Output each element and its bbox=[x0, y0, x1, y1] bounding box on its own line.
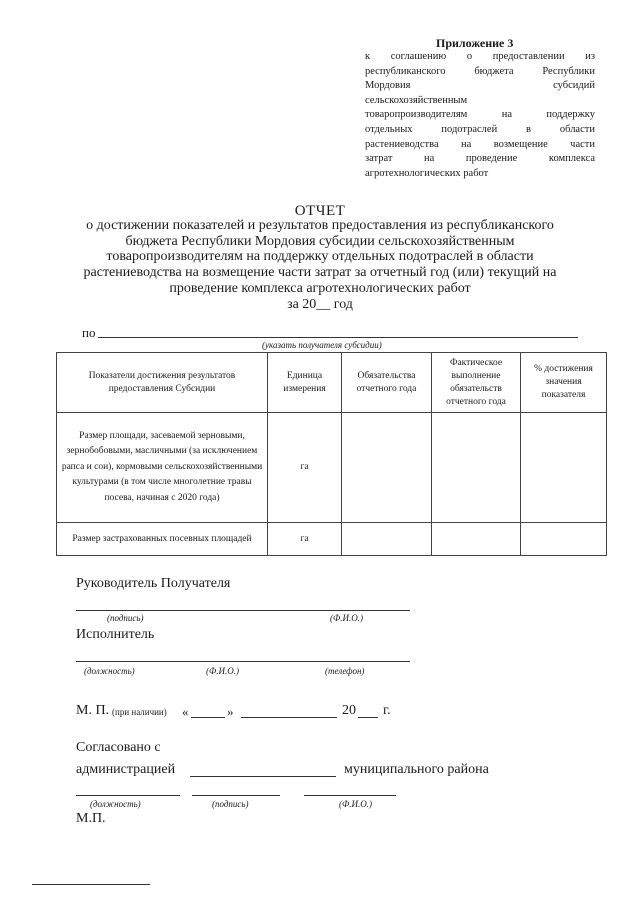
agreed-sign-line bbox=[192, 795, 280, 796]
head-label: Руководитель Получателя bbox=[76, 576, 231, 591]
word: соглашению bbox=[390, 51, 447, 62]
report-title: ОТЧЕТ bbox=[294, 203, 346, 219]
word: растениеводства bbox=[365, 138, 439, 150]
head-caption-sign: (подпись) bbox=[107, 613, 144, 623]
head-signature-line bbox=[76, 610, 410, 611]
header-actual: Фактическое выполнение обязательств отчетного года bbox=[432, 353, 521, 413]
word: на bbox=[501, 109, 512, 121]
appendix-line bbox=[365, 94, 595, 109]
word: агротехнологических работ bbox=[365, 167, 489, 179]
agreed-caption-sign: (подпись) bbox=[212, 799, 249, 809]
table-header-row bbox=[57, 353, 607, 413]
unit-cell: га bbox=[268, 413, 342, 523]
word: предоставлении bbox=[492, 51, 565, 62]
recipient-label: по bbox=[82, 325, 96, 340]
word: в bbox=[526, 123, 532, 135]
indicator-cell: Размер застрахованных посевных площадей bbox=[57, 523, 268, 556]
year-suffix: г. bbox=[383, 703, 391, 718]
final-stamp-label: М.П. bbox=[76, 811, 106, 826]
word: возмещение bbox=[493, 138, 548, 150]
percent-cell[interactable] bbox=[521, 413, 607, 523]
percent-cell[interactable] bbox=[521, 523, 607, 556]
indicators-table bbox=[56, 352, 607, 556]
word: затрат bbox=[365, 153, 393, 165]
header-unit: Единица измерения bbox=[268, 353, 342, 413]
word: Мордовия bbox=[365, 80, 411, 92]
appendix-body bbox=[365, 50, 595, 181]
table-row bbox=[57, 523, 607, 556]
admin-line bbox=[190, 776, 336, 777]
subtitle-line: о достижении показателей и результатов предоставления из республиканского bbox=[86, 218, 554, 233]
word: из bbox=[585, 51, 595, 62]
word: подотраслей bbox=[441, 123, 498, 135]
agreed-label: Согласовано с bbox=[76, 740, 161, 755]
stamp-note: (при наличии) bbox=[112, 707, 167, 717]
agreed-caption-position: (должность) bbox=[90, 799, 141, 809]
subtitle-line: бюджета Республики Мордовия субсидии сельскохозяйственным bbox=[125, 233, 515, 249]
recipient-line bbox=[98, 337, 578, 338]
word: поддержку bbox=[546, 109, 595, 121]
executor-caption-position: (должность) bbox=[84, 666, 135, 676]
appendix-line bbox=[365, 65, 595, 80]
subtitle-line: товаропроизводителям на поддержку отдельных подотраслей в области bbox=[106, 249, 534, 265]
district-label: муниципального района bbox=[344, 762, 489, 777]
word: бюджета bbox=[474, 65, 514, 77]
subtitle-line: растениеводства на возмещение части затрат за отчетный год (или) текущий на bbox=[83, 265, 557, 281]
word: области bbox=[559, 123, 595, 135]
actual-cell[interactable] bbox=[432, 523, 521, 556]
appendix-line bbox=[365, 123, 595, 138]
word: на bbox=[424, 153, 435, 165]
header-obligation: Обязательства отчетного года bbox=[342, 353, 432, 413]
report-subtitle bbox=[60, 218, 580, 312]
admin-label: администрацией bbox=[76, 762, 176, 777]
report-year-line: за 20__ год bbox=[287, 296, 353, 312]
appendix-line bbox=[365, 167, 595, 182]
date-year-line bbox=[358, 717, 378, 718]
agreed-position-line bbox=[76, 795, 180, 796]
word: сельскохозяйственным bbox=[365, 94, 468, 106]
appendix-title: Приложение 3 bbox=[436, 36, 514, 50]
word: о bbox=[466, 51, 473, 62]
appendix-line bbox=[365, 79, 595, 94]
agreed-caption-fio: (Ф.И.О.) bbox=[339, 799, 372, 809]
quote-close: » bbox=[227, 704, 234, 719]
year-prefix: 20 bbox=[342, 703, 356, 718]
word: к bbox=[365, 51, 371, 62]
indicator-cell: Размер площади, засеваемой зерновыми, зернобобовыми, масличными (за исключением рапса и сои), кормовыми сельскохозяйственными культурами (в том числе многолетние травы посева, начиная с 2020 года) bbox=[57, 413, 268, 523]
stamp-label: М. П. bbox=[76, 703, 110, 718]
appendix-line bbox=[365, 108, 595, 123]
header-percent: % достижения значения показателя bbox=[521, 353, 607, 413]
word: на bbox=[461, 138, 472, 150]
word: республиканского bbox=[365, 65, 446, 77]
obligation-cell[interactable] bbox=[342, 523, 432, 556]
appendix-line bbox=[365, 138, 595, 153]
executor-caption-phone: (телефон) bbox=[325, 666, 365, 676]
header-indicator: Показатели достижения результатов предоставления Субсидии bbox=[57, 353, 268, 413]
unit-cell: га bbox=[268, 523, 342, 556]
executor-caption-fio: (Ф.И.О.) bbox=[206, 666, 239, 676]
word: части bbox=[570, 138, 595, 150]
executor-label: Исполнитель bbox=[76, 627, 155, 642]
date-month-line bbox=[241, 717, 337, 718]
subtitle-line: проведение комплекса агротехнологических работ bbox=[169, 280, 471, 296]
word: Республики bbox=[542, 65, 595, 77]
word: товаропроизводителям bbox=[365, 109, 468, 121]
executor-line bbox=[76, 661, 410, 662]
date-day-line bbox=[191, 717, 225, 718]
appendix-line bbox=[365, 152, 595, 167]
table-row bbox=[57, 413, 607, 523]
word: отдельных bbox=[365, 123, 413, 135]
footnote-separator bbox=[32, 884, 150, 885]
word: субсидий bbox=[553, 80, 595, 92]
appendix-line bbox=[365, 50, 595, 65]
word: проведение bbox=[465, 153, 518, 165]
quote-open: « bbox=[182, 704, 189, 719]
agreed-fio-line bbox=[304, 795, 396, 796]
word: комплекса bbox=[548, 153, 595, 165]
actual-cell[interactable] bbox=[432, 413, 521, 523]
head-caption-fio: (Ф.И.О.) bbox=[330, 613, 363, 623]
recipient-caption: (указать получателя субсидии) bbox=[262, 340, 382, 350]
obligation-cell[interactable] bbox=[342, 413, 432, 523]
